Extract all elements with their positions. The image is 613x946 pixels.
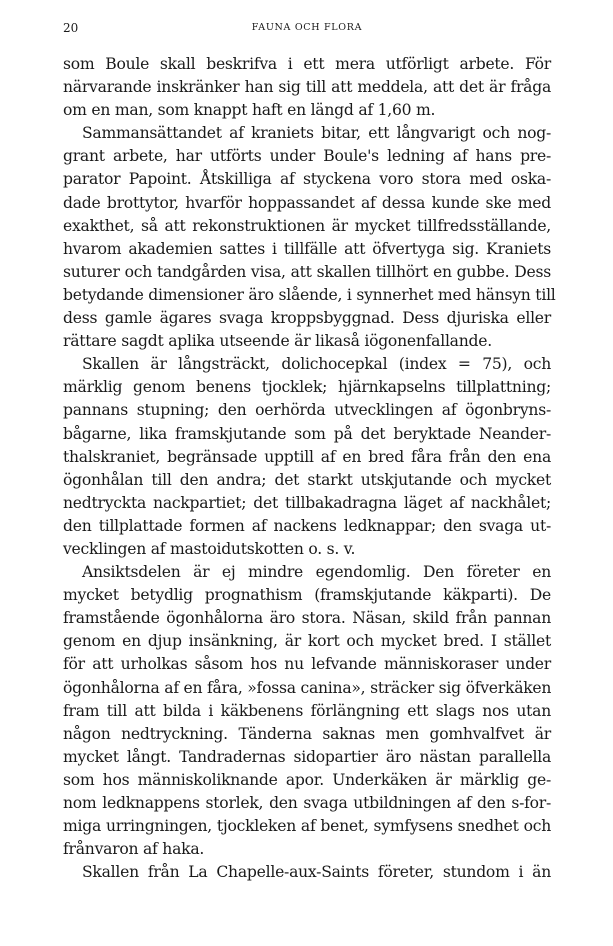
paragraph	[63, 561, 551, 861]
text-line: hvarom akademien sattes i tillfälle att öfvertyga sig. Kraniets	[63, 239, 551, 258]
text-line: vecklingen af mastoidutskotten o. s. v.	[63, 539, 356, 558]
paragraph	[63, 861, 551, 884]
text-line: märklig genom benens tjocklek; hjärnkapselns tillplattning;	[63, 378, 551, 397]
paragraph	[63, 353, 551, 561]
text-line: nom ledknappens storlek, den svaga utbildningen af den s-for-	[63, 794, 551, 812]
text-line: thalskraniet, begränsade upptill af en bred fåra från den ena	[63, 447, 551, 466]
text-line: dess gamle ägares svaga kroppsbyggnad. Dess djuriska eller	[63, 309, 551, 328]
page-number: 20	[63, 21, 79, 35]
text-line: fram till att bilda i käkbenens förlängning ett slags nos utan	[63, 701, 551, 720]
text-line: som Boule skall beskrifva i ett mera utförligt arbete. För	[63, 55, 551, 73]
text-line: betydande dimensioner äro slående, i synnerhet med hänsyn till	[63, 285, 556, 304]
text-line: ögonhålan till den andra; det starkt utskjutande och mycket	[63, 470, 551, 489]
text-line: parator Papoint. Åtskilliga af styckena voro stora med oska-	[63, 170, 551, 189]
text-line: Ansiktsdelen är ej mindre egendomlig. Den företer en	[82, 563, 551, 582]
text-line: den tillplattade formen af nackens ledknappar; den svaga ut-	[63, 516, 551, 535]
text-line: frånvaron af haka.	[63, 840, 205, 859]
text-line: ögonhålorna af en fåra, »fossa canina», sträcker sig öfverkäken	[63, 678, 552, 697]
text-line: bågarne, lika framskjutande som på det beryktade Neander-	[63, 424, 551, 443]
paragraph	[63, 53, 551, 122]
text-line: mycket långt. Tandradernas sidopartier äro nästan parallella	[63, 747, 551, 766]
text-line: någon nedtryckning. Tänderna saknas men gomhvalfvet är	[63, 724, 551, 743]
text-line: dade brottytor, hvarför hoppassandet af dessa kunde ske med	[63, 193, 551, 212]
text-line: pannans stupning; den oerhörda utvecklingen af ögonbryns-	[63, 401, 551, 420]
text-line: om en man, som knappt haft en längd af 1,60 m.	[63, 101, 436, 120]
paragraph	[63, 122, 556, 353]
page-header	[63, 21, 551, 37]
body-text	[63, 53, 556, 884]
text-line: nedtryckta nackpartiet; det tillbakadragna läget af nackhålet;	[63, 493, 551, 512]
text-line: för att urholkas såsom hos nu lefvande människoraser under	[63, 655, 551, 674]
text-line: suturer och tandgården visa, att skallen tillhört en gubbe. Dess	[63, 262, 551, 281]
text-line: rättare sagdt aplika utseende är likaså iögonenfallande.	[63, 332, 492, 351]
text-line: som hos människoliknande apor. Underkäken är märklig ge-	[63, 770, 551, 789]
text-line: framstående ögonhålorna äro stora. Näsan, skild från pannan	[63, 609, 551, 628]
running-head: FAUNA OCH FLORA	[251, 22, 363, 33]
text-line: miga urringningen, tjockleken af benet, symfysens snedhet och	[63, 817, 551, 836]
text-line: Skallen är långsträckt, dolichocepkal (index = 75), och	[82, 355, 551, 374]
text-line: Skallen från La Chapelle-aux-Saints företer, stundom i än	[82, 863, 551, 882]
text-line: genom en djup insänkning, är kort och mycket bred. I stället	[63, 632, 551, 651]
text-line: Sammansättandet af kraniets bitar, ett långvarigt och nog-	[82, 124, 551, 143]
text-line: mycket betydlig prognathism (framskjutande käkparti). De	[63, 586, 551, 605]
text-line: grant arbete, har utförts under Boule's ledning af hans pre-	[63, 147, 551, 166]
text-line: närvarande inskränker han sig till att meddela, att det är fråga	[63, 78, 551, 97]
text-line: exakthet, så att rekonstruktionen är mycket tillfredsställande,	[63, 216, 551, 235]
